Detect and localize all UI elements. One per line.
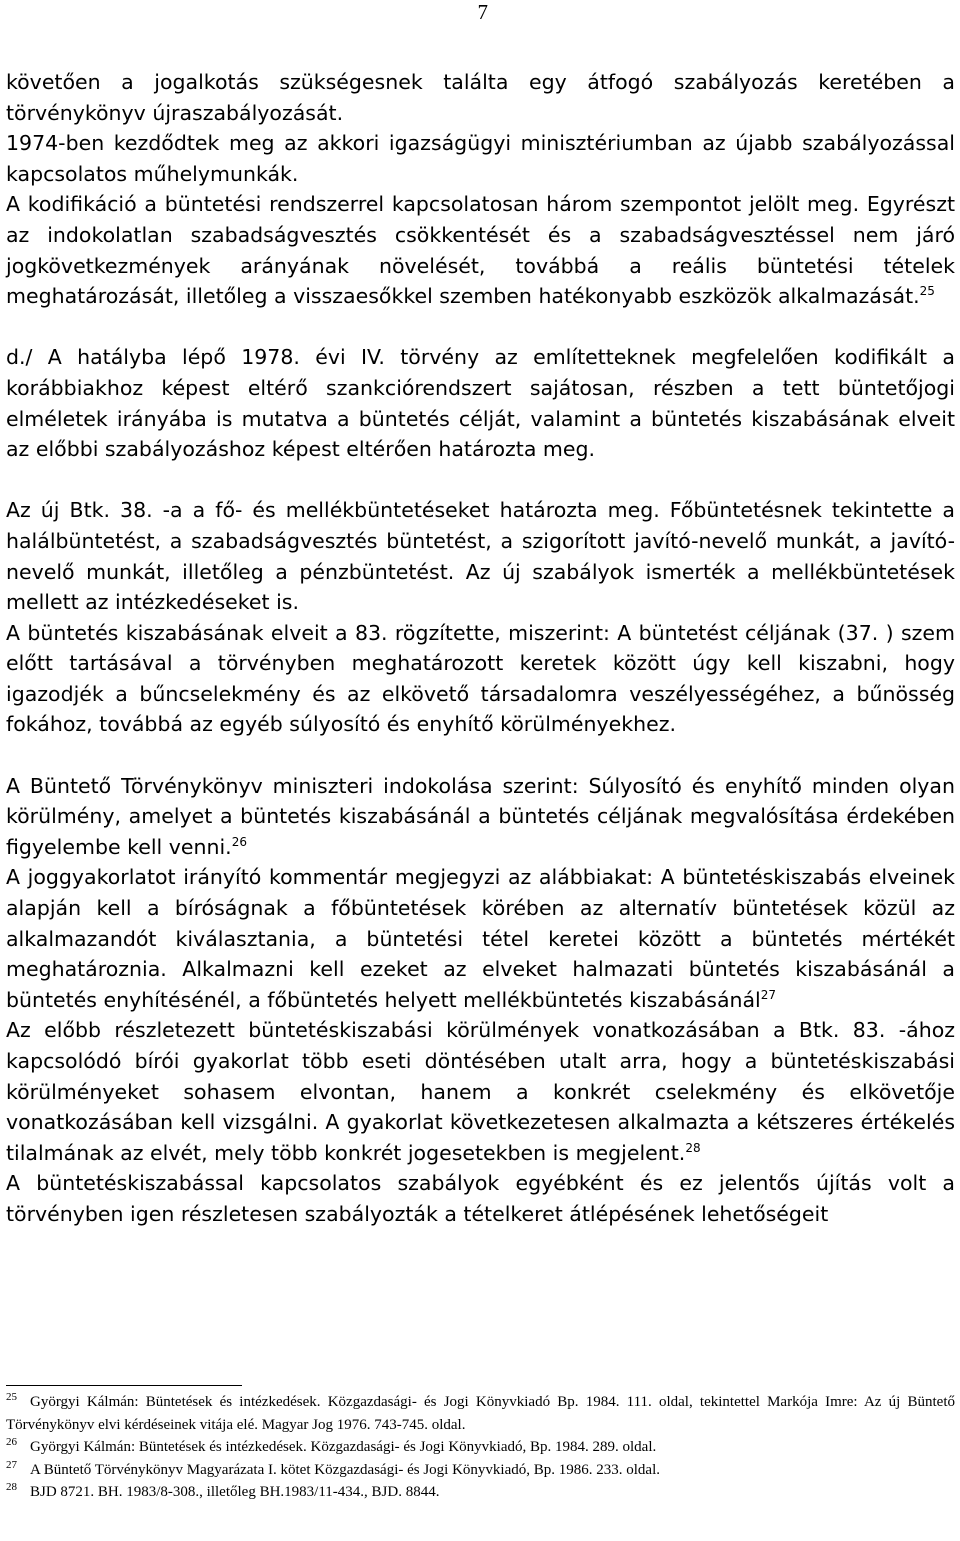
paragraph: A Büntető Törvénykönyv miniszteri indokolása szerint: Súlyosító és enyhítő minden olyan körülmény, amelyet a büntetés kiszabásánál a büntetés céljának megvalósítása érdekében figyelembe kell venni.$^{26}$ (6, 773, 955, 859)
footnote: $^{28}$ BJD 8721. BH. 1983/8-308., illetőleg BH.1983/11-434., BJD. 8844. (6, 1481, 440, 1500)
paragraph: A büntetés kiszabásának elveit a 83. rögzítette, miszerint: A büntetést céljának (37. ) szem előtt tartásával a törvényben meghatározott keretek között úgy kell kiszabni, hogy igazodjék a bűncselekmény és az elkövető társadalomra veszélyességéhez, a bűnösség fokához, továbbá az egyéb súlyosító és enyhítő körülményekhez. (6, 620, 955, 737)
footnotes (6, 1391, 955, 1504)
footnote-ref: 25 (919, 284, 935, 299)
body-text (6, 67, 955, 1230)
paragraph: A joggyakorlatot irányító kommentár megjegyzi az alábbiakat: A büntetéskiszabás elveinek alapján kell a bíróságnak a főbüntetések körében az alternatív büntetések közül az alkalmazandót kiválasztania, a büntetési tétel keretei között a büntetés mértékét meghatároznia. Alkalmazni kell ezeket az elveket halmazati büntetés kiszabásánál a büntetés enyhítésénél, a főbüntetés helyett mellékbüntetés kiszabásánál$^{27}$ (6, 865, 955, 1012)
footnote-separator (6, 1385, 242, 1386)
footnote-ref: 26 (231, 835, 247, 850)
paragraph: 1974-ben kezdődtek meg az akkori igazságügyi minisztériumban az újabb szabályozással kapcsolatos műhelymunkák. (6, 131, 955, 186)
footnote: $^{27}$ A Büntető Törvénykönyv Magyarázata I. kötet Közgazdasági- és Jogi Könyvkiadó, Bp. 1986. 233. oldal. (6, 1458, 661, 1478)
paragraph: Az előbb részletezett büntetéskiszabási körülmények vonatkozásában a Btk. 83. -ához kapcsolódó bírói gyakorlat több eseti döntésében utalt arra, hogy a büntetéskiszabási körülményeket sohasem elvontan, hanem a konkrét cselekmény és elkövetője vonatkozásában kell vizsgálni. A gyakorlat következetesen alkalmazta a kétszeres értékelés tilalmának az elvét, mely több konkrét jogesetekben is megjelent.$^{28}$ (6, 1018, 955, 1165)
footnote-ref: 27 (760, 987, 777, 1002)
footnote: $^{26}$ Györgyi Kálmán: Büntetések és intézkedések. Közgazdasági- és Jogi Könyvkiadó, Bp. 1984. 289. oldal. (6, 1436, 657, 1455)
paragraph: A büntetéskiszabással kapcsolatos szabályok egyébként és ez jelentős újítás volt a törvényben igen részletesen szabályozták a tételkeret átlépésének lehetőségeit (6, 1171, 955, 1226)
footnote: $^{25}$ Györgyi Kálmán: Büntetések és intézkedések. Közgazdasági- és Jogi Könyvkiadó Bp. 1984. 111. oldal, tekintettel Markója Imre: Az új Büntető Törvénykönyv elvi kérdéseinek vitája elé. Magyar Jog 1976. 743-745. oldal. (6, 1391, 955, 1433)
paragraph: Az új Btk. 38. -a a fő- és mellékbüntetéseket határozta meg. Főbüntetésnek tekintette a halálbüntetést, a szabadságvesztés büntetést, a szigorított javító-nevelő munkát, a javító-nevelő munkát, illetőleg a pénzbüntetést. Az új szabályok ismerték a mellékbüntetések mellett az intézkedéseket is. (6, 498, 955, 615)
paragraph: A kodifikáció a büntetési rendszerrel kapcsolatosan három szempontot jelölt meg. Egyrészt az indokolatlan szabadságvesztés csökkentését és a szabadságvesztéssel nem járó jogkövetkezmények arányának növelését, továbbá a reális büntetési tételek meghatározását, illetőleg a visszaesőkkel szemben hatékonyabb eszközök alkalmazását.$^{25}$ (6, 192, 955, 309)
page-number: 7 (477, 0, 488, 24)
footnote-ref: 28 (685, 1140, 701, 1155)
paragraph: d./ A hatályba lépő 1978. évi IV. törvény az említetteknek megfelelően kodifikált a korábbiakhoz képest eltérő szankciórendszert sajátosan, részben a tett büntetőjogi elméletek irányába is mutatva a büntetés célját, valamint a büntetés kiszabásának elveit az előbbi szabályozáshoz képest eltérően határozta meg. (6, 345, 955, 462)
paragraph: követően a jogalkotás szükségesnek találta egy átfogó szabályozás keretében a törvénykönyv újraszabályozását. (6, 70, 955, 125)
